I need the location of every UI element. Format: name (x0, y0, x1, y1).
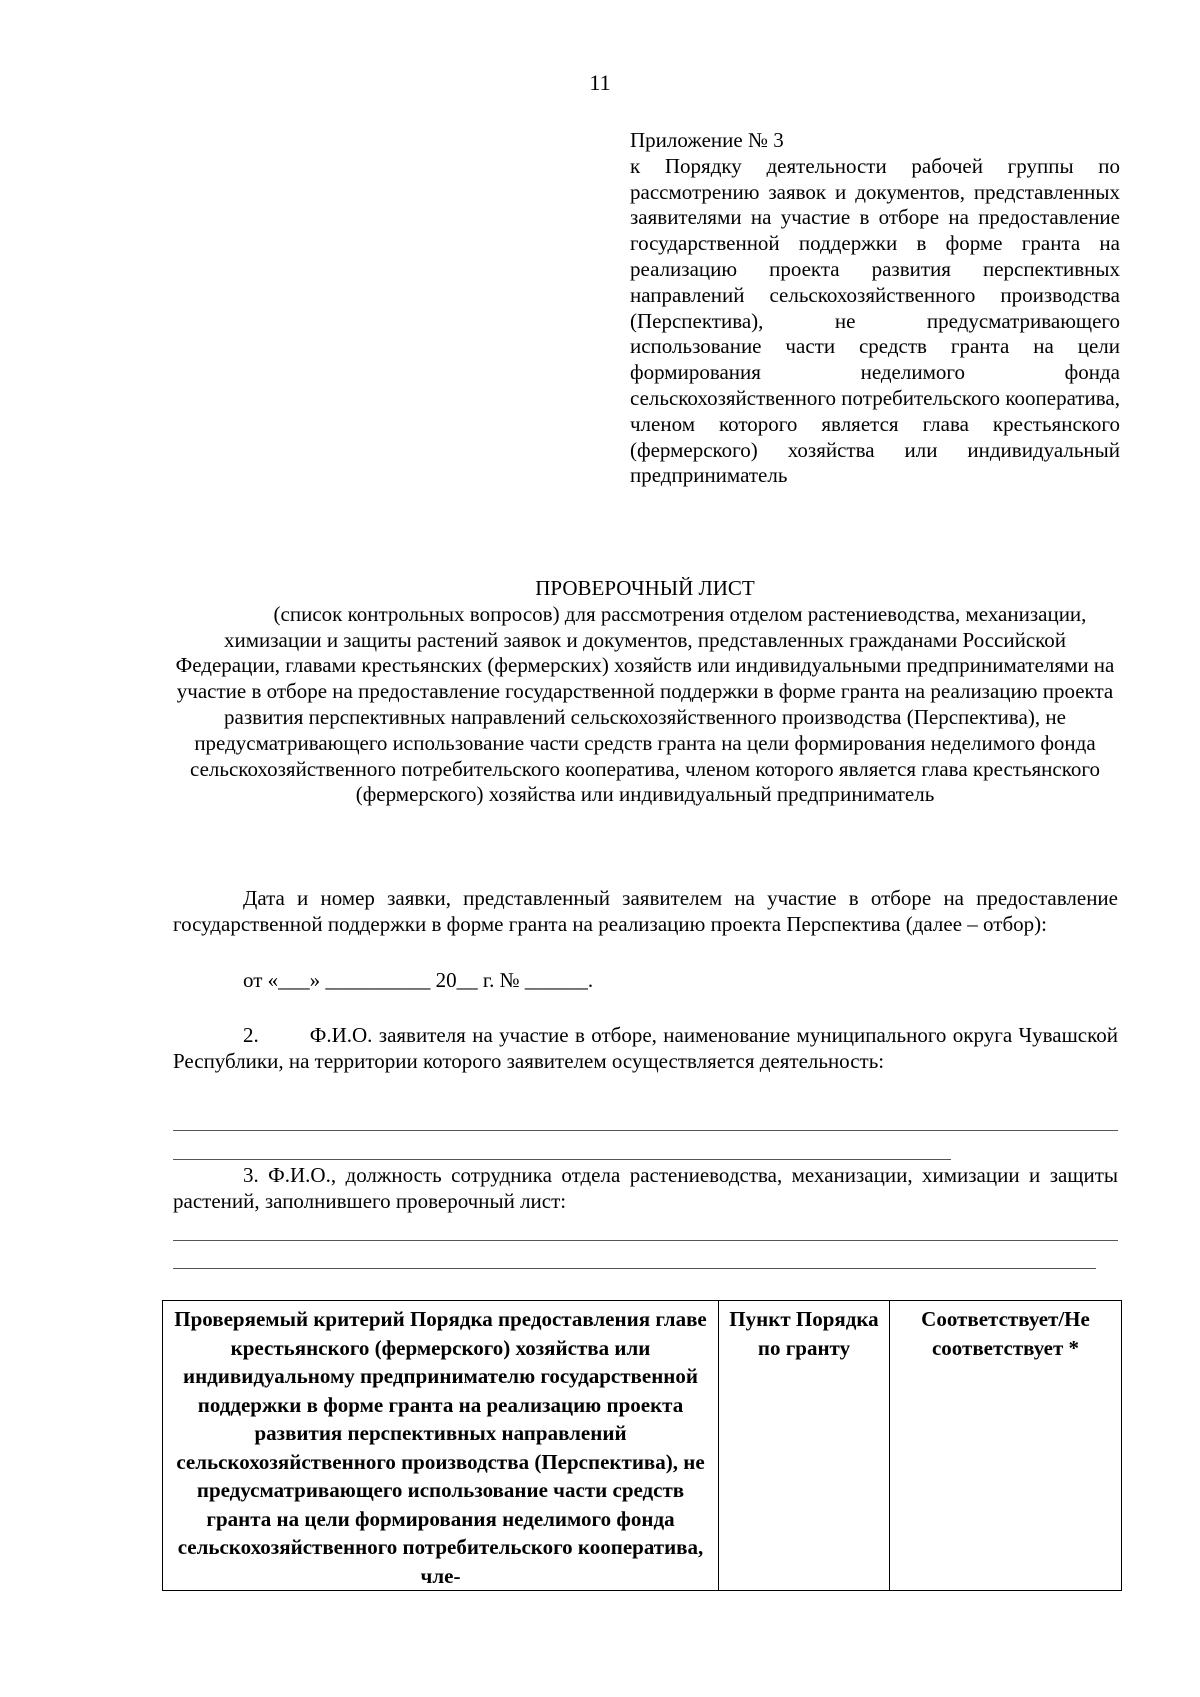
document-title-block (170, 576, 1120, 808)
section-applicant (173, 1022, 1118, 1074)
header-criterion: Проверяемый критерий Порядка предоставления главе крестьянского (фермерского) хозяйства или индивидуальному предпринимателю государственной поддержки в форме гранта на реализацию проекта развития перспективных направлений сельскохозяйственного производства (Перспектива), не предусматривающего использование части средств гранта на цели формирования неделимого фонда сельскохозяйственного потребительского кооператива, чле- (163, 1301, 719, 1591)
applicant-fill-line-2[interactable] (173, 1159, 951, 1160)
section-2-text: 2. Ф.И.О. заявителя на участие в отборе, наименование муниципального округа Чувашской Республики, на территории которого заявителем осуществляется деятельность: (173, 1023, 1118, 1073)
appendix-title: Приложение № 3 (630, 128, 784, 152)
section-1-text: Дата и номер заявки, представленный заявителем на участие в отборе на предоставление государственной поддержки в форме гранта на реализацию проекта Перспектива (далее – отбор): (173, 886, 1118, 936)
date-number-field[interactable]: от «___» __________ 20__ г. № ______. (243, 968, 594, 992)
employee-fill-line-2[interactable] (173, 1268, 1096, 1269)
applicant-fill-line-1[interactable] (173, 1130, 1118, 1131)
table-header-row (163, 1301, 1122, 1591)
section-application-date (173, 885, 1118, 937)
header-compliance: Соответствует/Не соответствует * (890, 1301, 1122, 1591)
document-subtitle: (список контрольных вопросов) для рассмотрения отделом растениеводства, механизации, химизации и защиты растений заявок и документов, представленных гражданами Российской Федерации, главами крестьянских (фермерских) хозяйств или индивидуальными предпринимателями на участие в отборе на предоставление государственной поддержки в форме гранта на реализацию проекта развития перспективных направлений сельскохозяйственного производства (Перспектива), не предусматривающего использование части средств гранта на цели формирования неделимого фонда сельскохозяйственного потребительского кооператива, членом которого является глава крестьянского (фермерского) хозяйства или индивидуальный предприниматель (175, 601, 1115, 807)
header-clause: Пункт Порядка по гранту (719, 1301, 890, 1591)
checklist-table (162, 1300, 1122, 1591)
employee-fill-line-1[interactable] (173, 1240, 1118, 1241)
page-number: 11 (589, 70, 611, 95)
appendix-reference (630, 128, 1120, 489)
section-3-text: 3. Ф.И.О., должность сотрудника отдела растениеводства, механизации, химизации и защиты растений, заполнившего проверочный лист: (173, 1163, 1118, 1213)
appendix-text: к Порядку деятельности рабочей группы по рассмотрению заявок и документов, представленных заявителями на участие в отборе на предоставление государственной поддержки в форме гранта на реализацию проекта развития перспективных направлений сельскохозяйственного производства (Перспектива), не предусматривающего использование части средств гранта на цели формирования неделимого фонда сельскохозяйственного потребительского кооператива, членом которого является глава крестьянского (фермерского) хозяйства или индивидуальный предприниматель (630, 153, 1120, 488)
section-employee (173, 1162, 1118, 1214)
document-title: ПРОВЕРОЧНЫЙ ЛИСТ (535, 576, 755, 600)
